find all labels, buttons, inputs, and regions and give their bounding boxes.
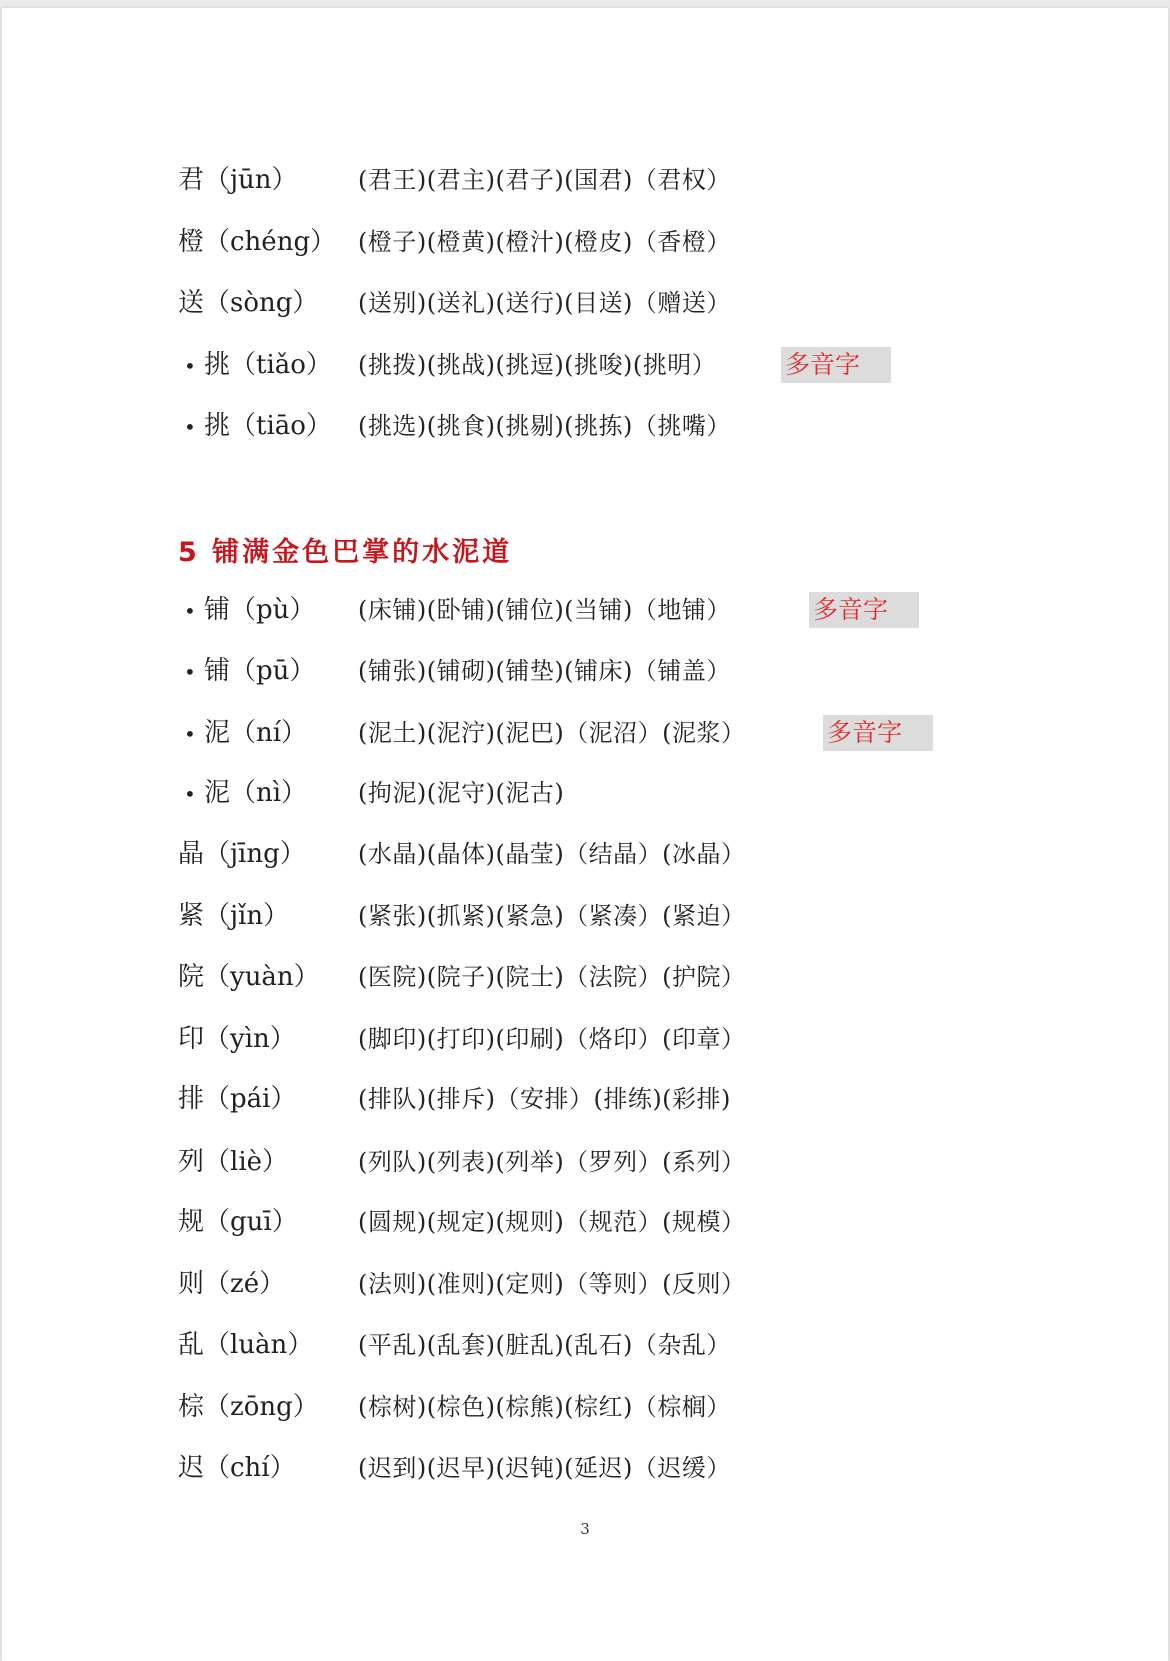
word-examples: (铺张)(铺砌)(铺垫)(铺床)（铺盖）	[358, 657, 731, 685]
word-examples: (拘泥)(泥守)(泥古)	[358, 779, 565, 807]
vocab-row	[0, 1448, 1170, 1488]
word-examples: (挑拨)(挑战)(挑逗)(挑唆)(挑明）	[358, 351, 717, 379]
vocab-row	[0, 1325, 1170, 1365]
vocab-row	[0, 1387, 1170, 1427]
word-examples: (送别)(送礼)(送行)(目送)（赠送）	[358, 289, 731, 317]
vocab-row	[0, 283, 1170, 323]
word-examples: (平乱)(乱套)(脏乱)(乱石)（杂乱）	[358, 1331, 731, 1359]
character-pinyin: 挑（tiǎo）	[204, 350, 332, 380]
vocab-row	[0, 773, 1170, 813]
character-pinyin: 橙（chéng）	[178, 227, 337, 257]
character-pinyin: 泥（nì）	[204, 778, 308, 808]
word-examples: (医院)(院子)(院士)（法院）(护院）	[358, 963, 746, 991]
vocab-row	[0, 651, 1170, 691]
vocab-row	[0, 1264, 1170, 1304]
bullet-icon	[184, 773, 196, 814]
character-pinyin: 挑（tiāo）	[204, 411, 332, 441]
character-pinyin: 列（liè）	[178, 1147, 289, 1177]
word-examples: (棕树)(棕色)(棕熊)(棕红)（棕榈）	[358, 1393, 731, 1421]
character-pinyin: 迟（chí）	[178, 1453, 296, 1483]
word-examples: (圆规)(规定)(规则)（规范）(规模）	[358, 1208, 746, 1236]
character-pinyin: 紧（jǐn）	[178, 901, 290, 931]
character-pinyin: 铺（pū）	[204, 656, 316, 686]
word-examples: (紧张)(抓紧)(紧急)（紧凑）(紧迫）	[358, 902, 746, 930]
word-examples: (泥土)(泥泞)(泥巴)（泥沼）(泥浆）	[358, 719, 746, 747]
vocab-row	[0, 160, 1170, 200]
character-pinyin: 院（yuàn）	[178, 962, 320, 992]
character-pinyin: 送（sòng）	[178, 288, 319, 318]
polyphone-badge: 多音字	[809, 592, 919, 628]
vocab-row	[0, 222, 1170, 262]
vocab-row	[0, 345, 1170, 385]
character-pinyin: 排（pái）	[178, 1084, 297, 1114]
vocab-row	[0, 834, 1170, 874]
word-examples: (迟到)(迟早)(迟钝)(延迟)（迟缓）	[358, 1454, 731, 1482]
character-pinyin: 晶（jīng）	[178, 839, 306, 869]
word-examples: (君王)(君主)(君子)(国君)（君权）	[358, 166, 731, 194]
vocab-row	[0, 590, 1170, 630]
polyphone-badge: 多音字	[823, 715, 933, 751]
character-pinyin: 泥（ní）	[204, 718, 308, 748]
word-examples: (橙子)(橙黄)(橙汁)(橙皮)（香橙）	[358, 228, 731, 256]
word-examples: (挑选)(挑食)(挑剔)(挑拣)（挑嘴）	[358, 412, 731, 440]
bullet-icon	[184, 651, 196, 692]
character-pinyin: 则（zé）	[178, 1269, 286, 1299]
page-number: 3	[580, 1520, 590, 1538]
polyphone-badge: 多音字	[781, 347, 891, 383]
bullet-icon	[184, 713, 196, 754]
vocab-row	[0, 1202, 1170, 1242]
vocab-row	[0, 1142, 1170, 1182]
word-examples: (排队)(排斥)（安排）(排练)(彩排)	[358, 1085, 731, 1113]
word-examples: (列队)(列表)(列举)（罗列）(系列）	[358, 1148, 746, 1176]
bullet-icon	[184, 590, 196, 631]
vocab-row	[0, 1019, 1170, 1059]
vocab-row	[0, 896, 1170, 936]
character-pinyin: 乱（luàn）	[178, 1330, 314, 1360]
character-pinyin: 印（yìn）	[178, 1024, 296, 1054]
vocab-row	[0, 406, 1170, 446]
vocab-row	[0, 1079, 1170, 1119]
character-pinyin: 君（jūn）	[178, 165, 298, 195]
bullet-icon	[184, 345, 196, 386]
word-examples: (床铺)(卧铺)(铺位)(当铺)（地铺）	[358, 596, 731, 624]
word-examples: (法则)(准则)(定则)（等则）(反则）	[358, 1270, 746, 1298]
character-pinyin: 规（guī）	[178, 1207, 298, 1237]
lesson-title: 5 铺满金色巴掌的水泥道	[178, 537, 513, 568]
word-examples: (脚印)(打印)(印刷)（烙印）(印章）	[358, 1025, 746, 1053]
character-pinyin: 铺（pù）	[204, 595, 316, 625]
vocab-row	[0, 713, 1170, 753]
character-pinyin: 棕（zōng）	[178, 1392, 319, 1422]
bullet-icon	[184, 406, 196, 447]
vocab-row	[0, 957, 1170, 997]
word-examples: (水晶)(晶体)(晶莹)（结晶）(冰晶）	[358, 840, 746, 868]
